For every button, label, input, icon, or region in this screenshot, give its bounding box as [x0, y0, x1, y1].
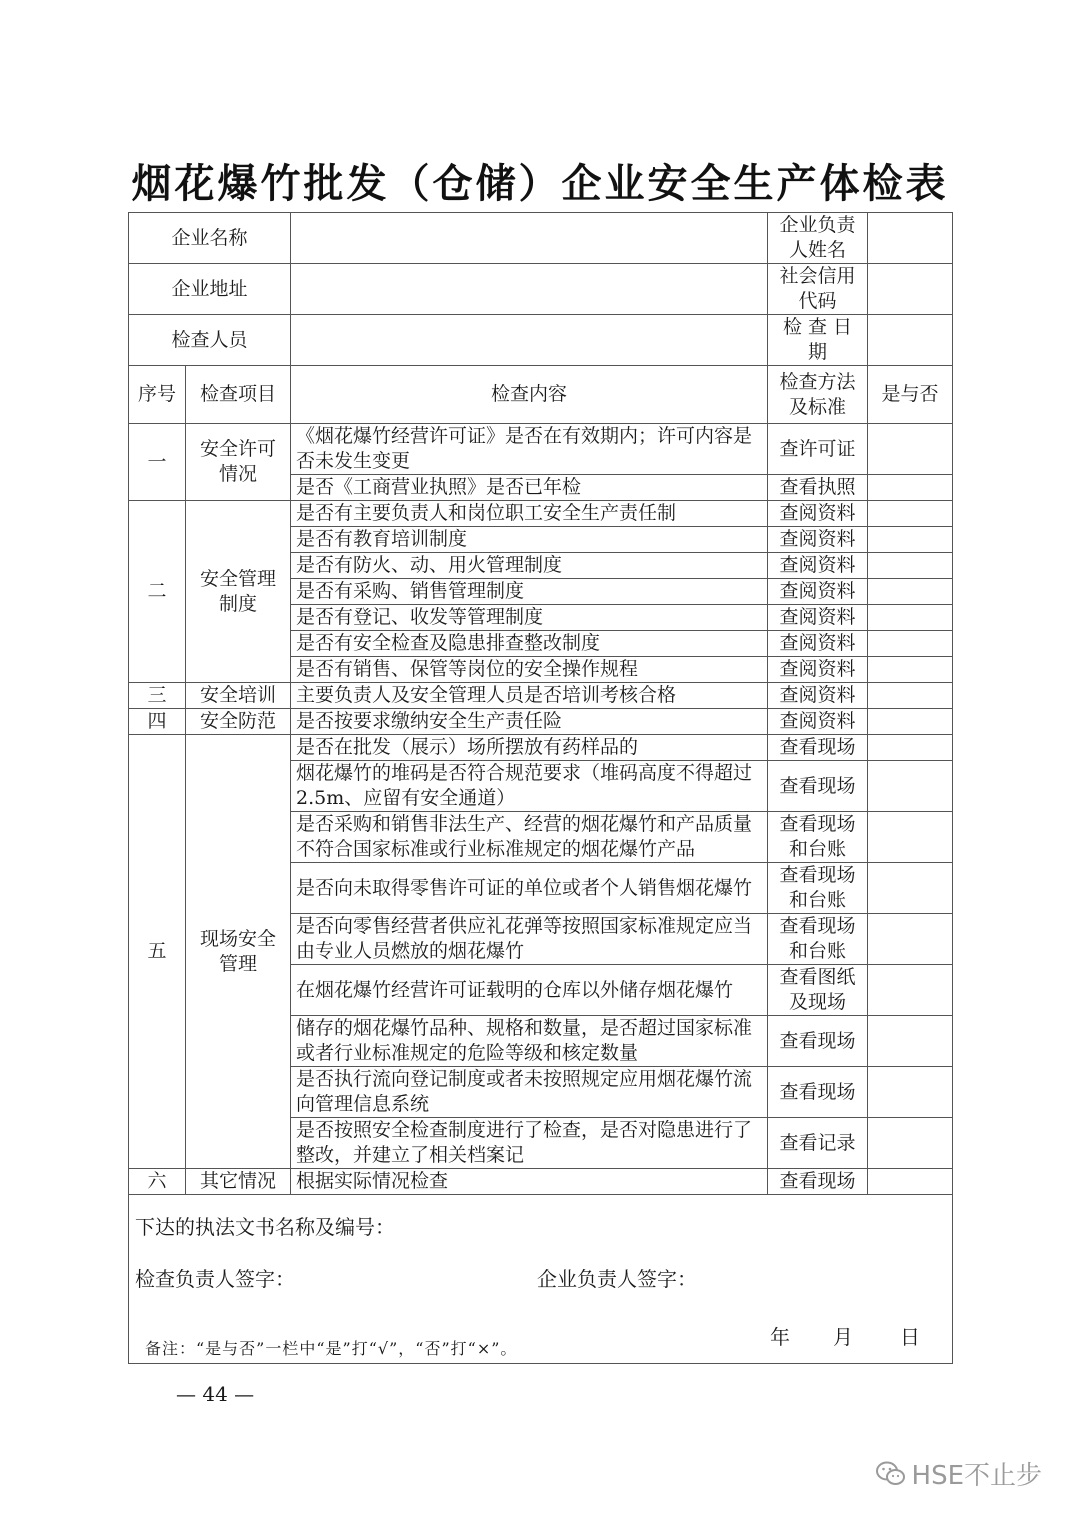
check-content: 是否有登记、收发等管理制度	[291, 605, 768, 631]
section-seq: 一	[129, 424, 186, 501]
inspector-label: 检查人员	[129, 315, 291, 366]
inspection-date-field[interactable]	[868, 315, 953, 366]
remark-note: 备注：“是与否”一栏中“是”打“√”，“否”打“×”。	[145, 1339, 518, 1358]
leader-name-label: 企业负责人姓名	[768, 213, 868, 264]
check-content: 是否向零售经营者供应礼花弹等按照国家标准规定应当由专业人员燃放的烟花爆竹	[291, 914, 768, 965]
date-day-label: 日	[900, 1325, 920, 1349]
table-row	[129, 735, 953, 761]
check-method: 查看现场	[768, 1169, 868, 1195]
check-content: 储存的烟花爆竹品种、规格和数量，是否超过国家标准或者行业标准规定的危险等级和核定数量	[291, 1016, 768, 1067]
yes-no-cell[interactable]	[868, 761, 953, 812]
company-name-field[interactable]	[291, 213, 768, 264]
check-method: 查看记录	[768, 1118, 868, 1169]
yes-no-cell[interactable]	[868, 475, 953, 501]
yes-no-cell[interactable]	[868, 1067, 953, 1118]
check-method: 查看现场	[768, 735, 868, 761]
check-method: 查阅资料	[768, 553, 868, 579]
section-item: 现场安全管理	[186, 735, 291, 1169]
yes-no-cell[interactable]	[868, 683, 953, 709]
check-content: 是否按要求缴纳安全生产责任险	[291, 709, 768, 735]
wechat-icon	[876, 1461, 906, 1487]
section-seq: 三	[129, 683, 186, 709]
check-method: 查阅资料	[768, 709, 868, 735]
check-method: 查阅资料	[768, 527, 868, 553]
check-content: 是否有防火、动、用火管理制度	[291, 553, 768, 579]
yes-no-cell[interactable]	[868, 1016, 953, 1067]
check-content: 是否向未取得零售许可证的单位或者个人销售烟花爆竹	[291, 863, 768, 914]
check-content: 在烟花爆竹经营许可证载明的仓库以外储存烟花爆竹	[291, 965, 768, 1016]
yes-no-cell[interactable]	[868, 863, 953, 914]
section-item: 安全管理制度	[186, 501, 291, 683]
enforcement-document-label: 下达的执法文书名称及编号：	[135, 1215, 395, 1239]
check-method: 查看图纸及现场	[768, 965, 868, 1016]
section-item: 安全培训	[186, 683, 291, 709]
check-method: 查看现场	[768, 761, 868, 812]
check-method: 查阅资料	[768, 631, 868, 657]
section-item: 其它情况	[186, 1169, 291, 1195]
table-row	[129, 683, 953, 709]
table-row	[129, 501, 953, 527]
inspection-date-label: 检 查 日 期	[768, 315, 868, 366]
check-content: 是否《工商营业执照》是否已年检	[291, 475, 768, 501]
check-content: 根据实际情况检查	[291, 1169, 768, 1195]
yes-no-cell[interactable]	[868, 605, 953, 631]
check-content: 是否有主要负责人和岗位职工安全生产责任制	[291, 501, 768, 527]
yes-no-cell[interactable]	[868, 579, 953, 605]
check-content: 是否有采购、销售管理制度	[291, 579, 768, 605]
credit-code-label: 社会信用代码	[768, 264, 868, 315]
section-seq: 六	[129, 1169, 186, 1195]
yes-no-cell[interactable]	[868, 501, 953, 527]
table-row	[129, 424, 953, 475]
yes-no-cell[interactable]	[868, 657, 953, 683]
leader-name-field[interactable]	[868, 213, 953, 264]
page-title: 烟花爆竹批发（仓储）企业安全生产体检表	[131, 161, 949, 207]
check-method: 查阅资料	[768, 605, 868, 631]
header-content: 检查内容	[291, 366, 768, 424]
date-year-label: 年	[770, 1325, 790, 1349]
company-address-field[interactable]	[291, 264, 768, 315]
section-seq: 四	[129, 709, 186, 735]
check-content: 是否有教育培训制度	[291, 527, 768, 553]
check-content: 是否有安全检查及隐患排查整改制度	[291, 631, 768, 657]
check-method: 查阅资料	[768, 579, 868, 605]
check-method: 查阅资料	[768, 657, 868, 683]
watermark-text: HSE不止步	[911, 1461, 1042, 1491]
yes-no-cell[interactable]	[868, 965, 953, 1016]
yes-no-cell[interactable]	[868, 1118, 953, 1169]
check-content: 是否执行流向登记制度或者未按照规定应用烟花爆竹流向管理信息系统	[291, 1067, 768, 1118]
yes-no-cell[interactable]	[868, 424, 953, 475]
yes-no-cell[interactable]	[868, 631, 953, 657]
yes-no-cell[interactable]	[868, 812, 953, 863]
check-method: 查许可证	[768, 424, 868, 475]
check-method: 查看现场和台账	[768, 914, 868, 965]
check-method: 查看现场	[768, 1067, 868, 1118]
yes-no-cell[interactable]	[868, 1169, 953, 1195]
leader-signature-label: 企业负责人签字：	[537, 1267, 697, 1291]
header-seq: 序号	[129, 366, 186, 424]
check-method: 查看现场	[768, 1016, 868, 1067]
yes-no-cell[interactable]	[868, 553, 953, 579]
header-yesno: 是与否	[868, 366, 953, 424]
check-method: 查阅资料	[768, 683, 868, 709]
inspector-field[interactable]	[291, 315, 768, 366]
check-method: 查看执照	[768, 475, 868, 501]
yes-no-cell[interactable]	[868, 914, 953, 965]
header-item: 检查项目	[186, 366, 291, 424]
page-number: — 44 —	[176, 1382, 255, 1406]
table-row	[129, 709, 953, 735]
check-content: 是否有销售、保管等岗位的安全操作规程	[291, 657, 768, 683]
date-month-label: 月	[833, 1325, 853, 1349]
yes-no-cell[interactable]	[868, 527, 953, 553]
check-content: 《烟花爆竹经营许可证》是否在有效期内；许可内容是否未发生变更	[291, 424, 768, 475]
check-content: 主要负责人及安全管理人员是否培训考核合格	[291, 683, 768, 709]
header-method: 检查方法及标准	[768, 366, 868, 424]
check-content: 是否采购和销售非法生产、经营的烟花爆竹和产品质量不符合国家标准或行业标准规定的烟花爆竹产品	[291, 812, 768, 863]
check-content: 是否按照安全检查制度进行了检查，是否对隐患进行了整改，并建立了相关档案记	[291, 1118, 768, 1169]
company-name-label: 企业名称	[129, 213, 291, 264]
company-address-label: 企业地址	[129, 264, 291, 315]
watermark	[876, 1455, 1042, 1492]
section-seq: 二	[129, 501, 186, 683]
credit-code-field[interactable]	[868, 264, 953, 315]
check-method: 查看现场和台账	[768, 863, 868, 914]
section-item: 安全许可情况	[186, 424, 291, 501]
check-method: 查看现场和台账	[768, 812, 868, 863]
inspection-table	[128, 212, 953, 1364]
inspector-signature-label: 检查负责人签字：	[135, 1267, 295, 1291]
table-row	[129, 1169, 953, 1195]
section-seq: 五	[129, 735, 186, 1169]
check-method: 查阅资料	[768, 501, 868, 527]
section-item: 安全防范	[186, 709, 291, 735]
table-header-row	[129, 366, 953, 424]
check-content: 是否在批发（展示）场所摆放有药样品的	[291, 735, 768, 761]
check-content: 烟花爆竹的堆码是否符合规范要求（堆码高度不得超过2.5m、应留有安全通道）	[291, 761, 768, 812]
yes-no-cell[interactable]	[868, 735, 953, 761]
yes-no-cell[interactable]	[868, 709, 953, 735]
